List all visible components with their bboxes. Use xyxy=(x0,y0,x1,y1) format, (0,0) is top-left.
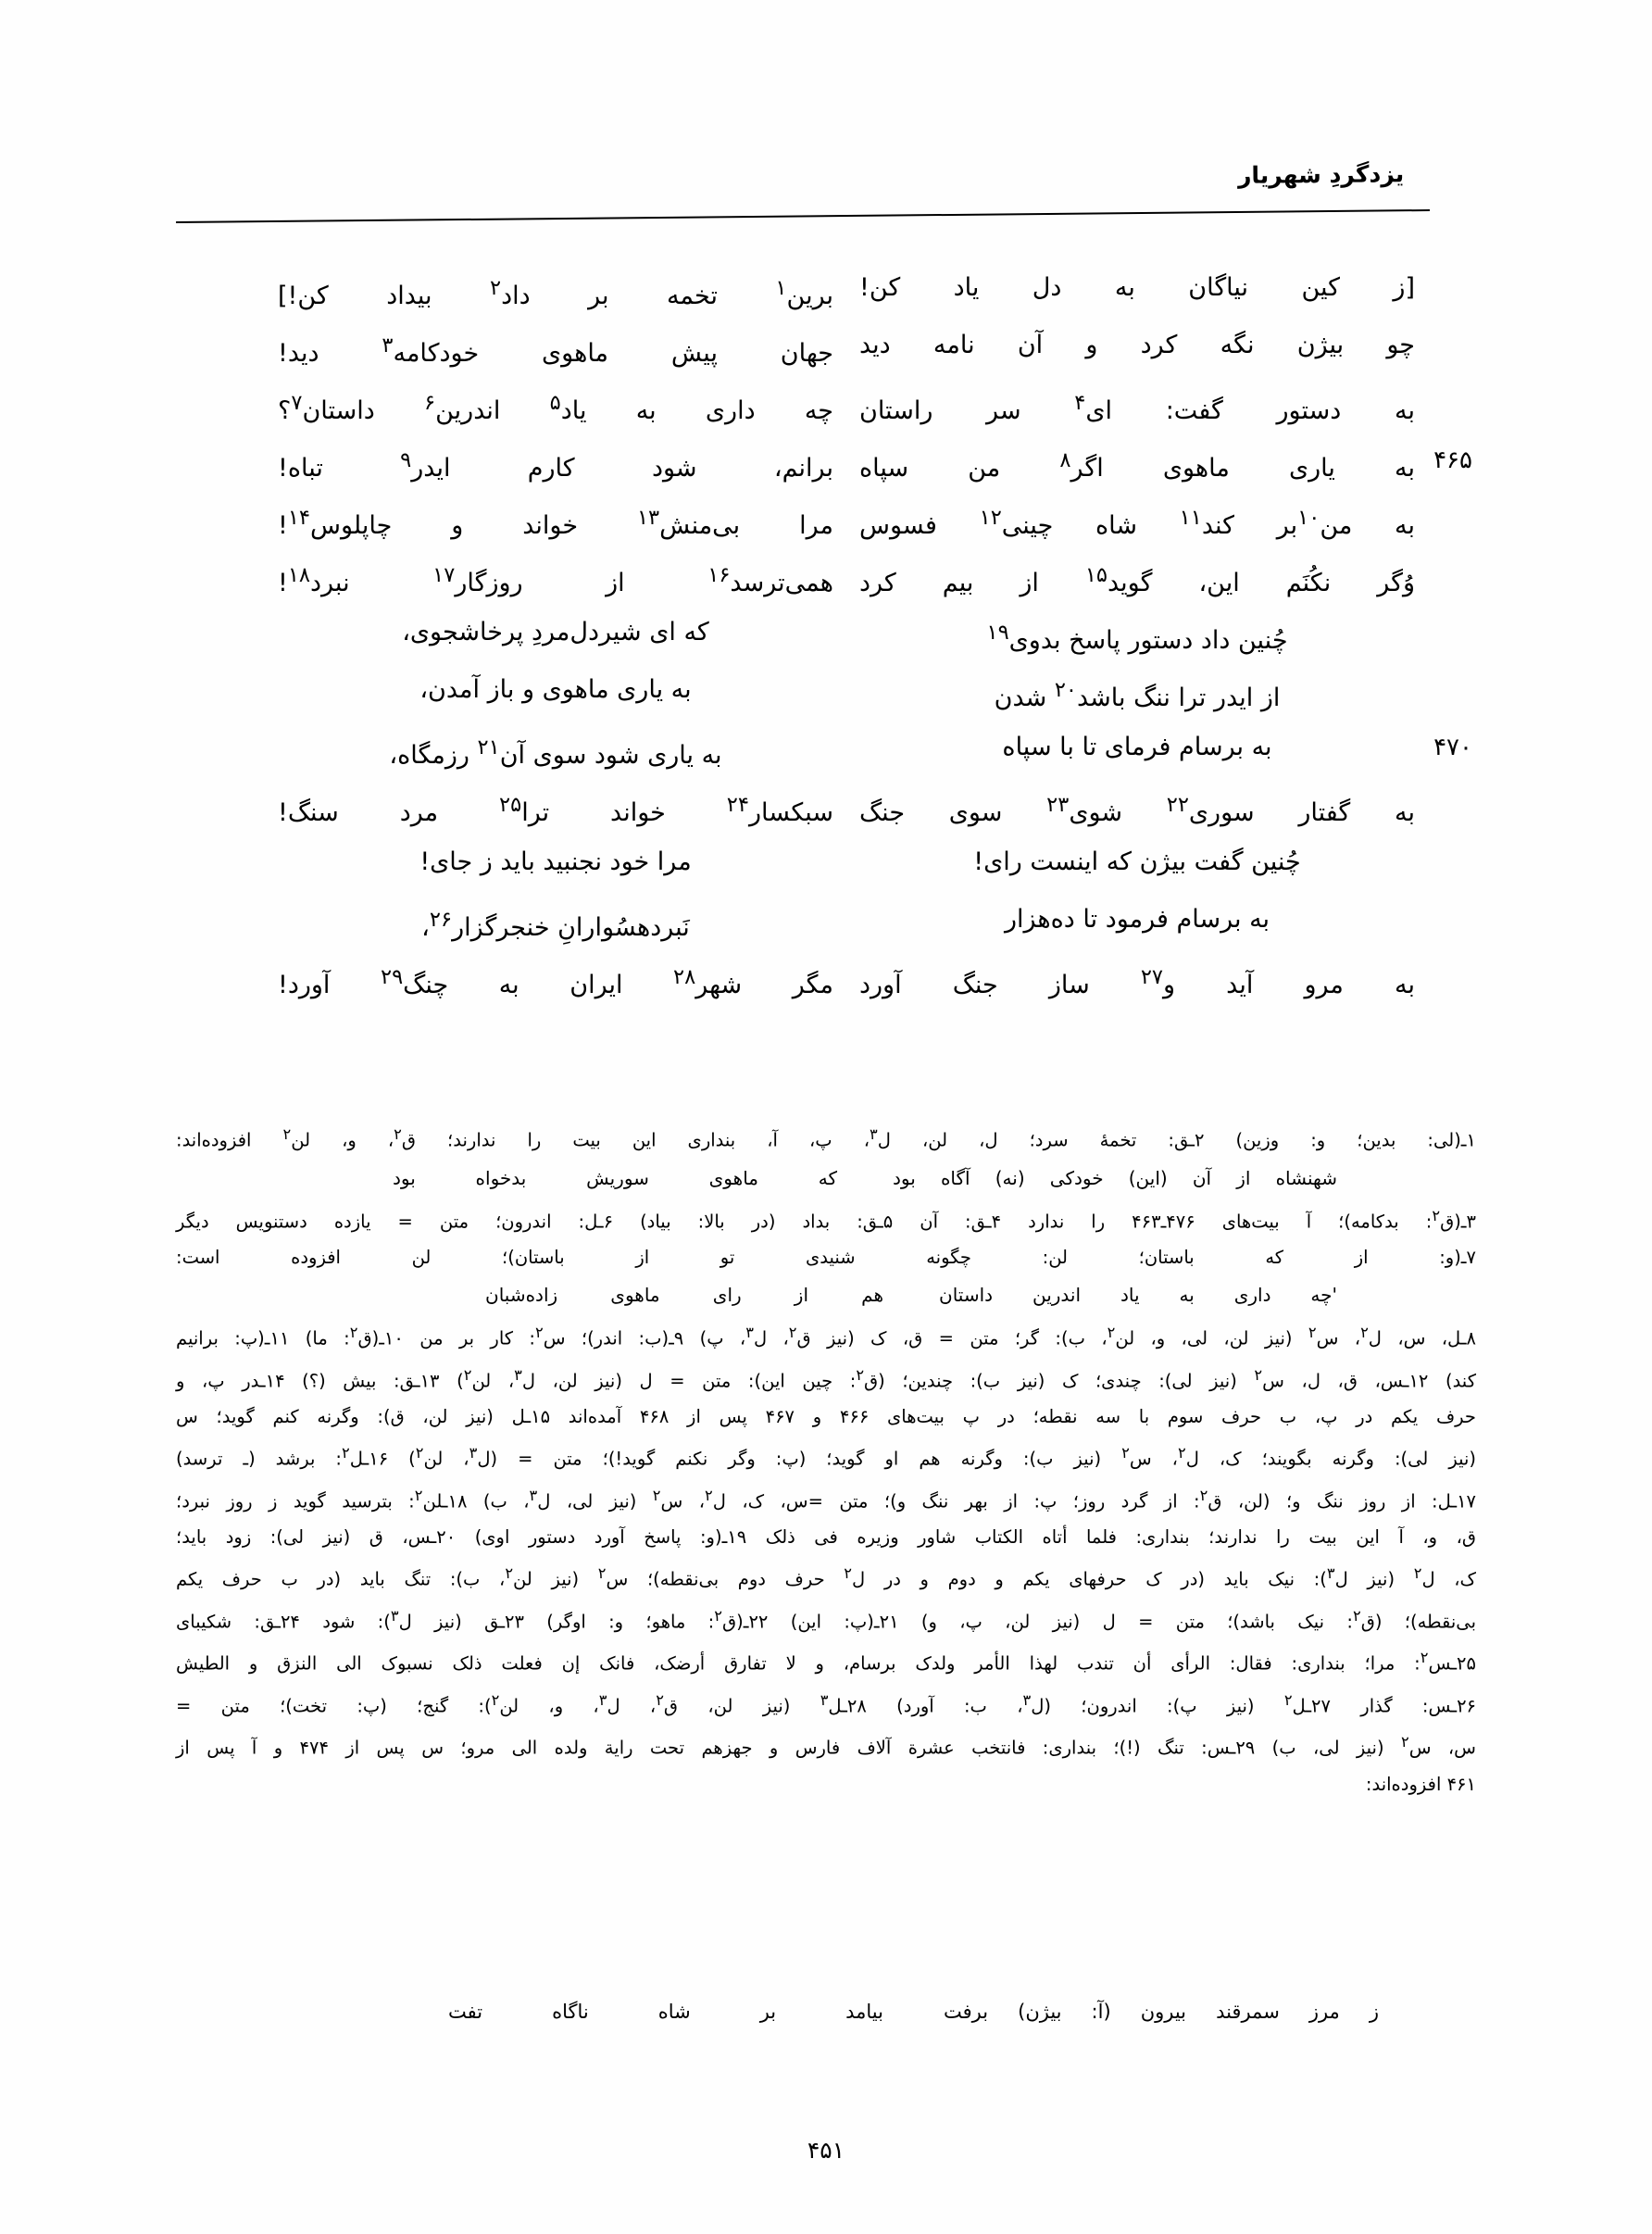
verse-couplet xyxy=(176,548,1476,606)
hemistich-second: به یاری شود سوی آن$^{۲۱}$ رزمگاه، xyxy=(389,735,722,770)
running-head xyxy=(176,160,1476,220)
verse-couplet xyxy=(176,319,1476,376)
hemistich-second: به یاری ماهوی و باز آمدن، xyxy=(419,675,692,704)
hemistich-second: برانم، شود کارم ایدر$^۹$ تباه! xyxy=(278,448,833,483)
verse-number: ۴۷۰ xyxy=(1433,734,1472,761)
verse-couplet xyxy=(176,261,1476,319)
hemistich-first: به یاری ماهوی اگر$^۸$ من سپاه xyxy=(859,448,1415,483)
footnote-quoted-verse-1-hemistich-b: که ماهوی سوریش بدخواه بود xyxy=(393,1166,837,1189)
verse-couplet xyxy=(176,663,1476,721)
footnote-line: بی‌نقطه)؛ (ق$^۲$: نیک باشد)؛ متن = ل (نیز لن، پ، و) ۲۱ـ(پ: این) ۲۲ـ(ق$^۲$: ماهو؛ و: اوگر) ۲۳ـق (نیز ل$^۳$): شود ۲۴ـق: شکیبای xyxy=(176,1606,1476,1632)
page-number: ۴۵۱ xyxy=(807,2137,845,2164)
verse-couplet xyxy=(176,433,1476,491)
hemistich-second: مگر شهر$^{۲۸}$ ایران به چنگ$^{۲۹}$ آورد! xyxy=(278,965,834,999)
footnote-line-3: ۳ـ(ق$^۲$: بدکامه)؛ آ بیت‌های ۴۷۶ـ۴۶۳ را ندارد ۴ـق: آن ۵ـق: بداد (در بالا: بیاد) ۶ـل: اندرون؛ متن = یازده دستنویس دیگر xyxy=(176,1206,1476,1232)
footnote-line: کند) ۱۲ـس، ق، ل، س$^۲$ (نیز لی): چندی؛ ک (نیز ب): چندین؛ (ق$^۲$: چین این): متن = ل (نیز لن، ل$^۳$، لن$^۲$) ۱۳ـق: بیش (؟) ۱۴ـدر پ، و xyxy=(176,1365,1476,1391)
footnote-line: ۱۷ـل: از روز ننگ و؛ (لن، ق$^۲$: از گرد روز؛ پ: از بهر ننگ و)؛ متن =س، ک، ل$^۲$، س$^۲$ (نیز لی، ل$^۳$، ب) ۱۸ـلن$^۲$: بترسید گوید ز روز نبرد؛ xyxy=(176,1486,1477,1512)
hemistich-second: مرا خود نجنبید باید ز جای! xyxy=(419,847,692,876)
verse-couplet xyxy=(176,376,1476,433)
hemistich-second: سبکسار$^{۲۴}$ خواند ترا$^{۲۵}$ مرد سنگ! xyxy=(278,793,834,827)
bottom-couplet-hemistich-a: ز مرز سمرقند بیرون (آ: بیژن) برفت xyxy=(944,2001,1379,2023)
hemistich-first: [ز کین نیاگان به دل یاد کن! xyxy=(859,273,1415,302)
hemistich-second: مرا بی‌منش$^{۱۳}$ خواند و چاپلوس$^{۱۴}$! xyxy=(278,506,833,540)
verse-couplet xyxy=(176,491,1476,548)
footnote-line: س، س$^۲$ (نیز لی، ب) ۲۹ـس: تنگ (!)؛ بنداری: فانتخب عشرة آلاف فارس و جهزهم تحت رایة ولده الی مرو؛ س پس از ۴۷۴ و آ پس از xyxy=(176,1733,1476,1759)
hemistich-first: به برسام فرمود تا ده‌هزار xyxy=(1004,905,1270,934)
footnote-quoted-verse-7-hemistich-b: هم از رای ماهوی زاده‌شبان xyxy=(485,1284,883,1306)
hemistich-first: از ایدر ترا ننگ باشد$^{۲۰}$ شدن xyxy=(994,678,1281,712)
hemistich-first: به گفتار سوری$^{۲۲}$ شوی$^{۲۳}$ سوی جنگ xyxy=(859,793,1415,827)
hemistich-second: همی‌ترسد$^{۱۶}$ از روزگار$^{۱۷}$ نبرد$^{۱۸}$! xyxy=(278,563,833,597)
footnote-line: ک، ل$^۲$ (نیز ل$^۳$): نیک باید (در ک حرفهای یکم و دوم و در ل$^۲$ حرف دوم بی‌نقطه)؛ س$^۲$ (نیز لن$^۲$، ب): تنگ باید (در ب حرف یکم xyxy=(176,1564,1476,1590)
hemistich-second: نَبردهسُوارانِ خنجرگزار$^{۲۶}$، xyxy=(421,908,690,942)
verse-couplet xyxy=(176,721,1476,778)
hemistich-second: که ای شیردل‌مردِ پرخاشجوی، xyxy=(402,618,709,646)
verse-couplet xyxy=(176,893,1476,950)
verse-couplet xyxy=(176,835,1476,893)
verse-number: ۴۶۵ xyxy=(1433,446,1472,474)
footnote-line-7: ۷ـ(و: از که باستان؛ لن: چگونه شنیدی تو از باستان)؛ لن افزوده است: xyxy=(176,1247,1476,1268)
bottom-quoted-couplet xyxy=(176,1991,1476,2032)
verse-couplet xyxy=(176,606,1476,663)
hemistich-first: چو بیژن نگه کرد و آن نامه دید xyxy=(859,331,1415,359)
verse-block xyxy=(176,261,1476,999)
footnote-line-1: ۱ـ(لی: بدین؛ و: وزین) ۲ـق: تخمهٔ سرد؛ ل، لن، ل$^۳$، پ، آ، بنداری این بیت را ندارند؛ ق$^۲$، و، لن$^۲$ افزوده‌اند: xyxy=(176,1125,1476,1151)
verse-couplet xyxy=(176,778,1476,835)
hemistich-first: به دستور گفت: ای$^۴$ سر راستان xyxy=(859,391,1415,425)
footnote-line: حرف یکم در پ، ب حرف سوم با سه نقطه؛ در پ بیت‌های ۴۶۶ و ۴۶۷ پس از ۴۶۸ آمده‌اند ۱۵ـل (نیز لن، ق): وگرنه کنم گوید؛ س xyxy=(176,1406,1476,1427)
header-divider xyxy=(176,209,1430,223)
hemistich-first: چُنین گفت بیژن که اینست رای! xyxy=(973,847,1301,876)
hemistich-first: به مرو آید و$^{۲۷}$ ساز جنگ آورد xyxy=(859,965,1415,999)
hemistich-first: به من$^{۱۰}$بر کند$^{۱۱}$ شاه چینی$^{۱۲}$ فسوس xyxy=(859,506,1416,540)
hemistich-first: وُگر نکُنَم این، گوید$^{۱۵}$ از بیم کرد xyxy=(859,563,1415,597)
bottom-couplet-hemistich-b: بیامد بر شاه ناگاه تفت xyxy=(448,2001,883,2023)
footnote-line: ۸ـل، س، ل$^۲$، س$^۲$ (نیز لن، لی، و، لن$^۲$، ب): گر؛ متن = ق، ک (نیز ق$^۲$، ل$^۳$، پ) ۹ـ(ب: اندر)؛ س$^۲$: کار بر من ۱۰ـ(ق$^۲$: ما) ۱۱ـ(پ: برانیم xyxy=(176,1324,1477,1349)
footnote-line: ۲۵ـس$^۲$: مرا؛ بنداری: فقال: الرأی أن تندب لهذا الأمر ولدک برسام، و لا تفارق أرضک، فانک إن فعلت ذلک نسبوک الی النزق و الطیش xyxy=(176,1649,1476,1675)
hemistich-second: چه داری به یاد$^۵$ اندرین$^۶$ داستان$^۷$؟ xyxy=(278,391,833,425)
hemistich-first: به برسام فرمای تا با سپاه xyxy=(1002,733,1272,761)
verse-couplet xyxy=(176,950,1476,1008)
hemistich-second: برین$^۱$ تخمه بر داد$^۲$ بیداد کن!] xyxy=(278,276,833,310)
footnote-quoted-verse-1-hemistich-a: شهنشاه از آن (این) خودکی (نه) آگاه بود xyxy=(893,1166,1337,1189)
footnote-line: (نیز لی): وگرنه بگویند؛ ک، ل$^۲$، س$^۲$ (نیز ب): وگرنه هم او گوید؛ (پ: وگر نکنم گوید!)؛ متن = (ل$^۳$، لن$^۲$) ۱۶ـل$^۲$: برشد (ـ ترسد) xyxy=(176,1444,1476,1470)
footnote-line: ۲۶ـس: گذار ۲۷ـل$^۲$ (نیز پ): اندرون؛ (ل$^۳$، ب: آورد) ۲۸ـل$^۳$ (نیز لن، ق$^۲$، ل$^۳$، و، لن$^۲$): گنج؛ (پ: تخت)؛ متن = xyxy=(176,1690,1477,1716)
hemistich-first: چُنین داد دستور پاسخ بدوی$^{۱۹}$ xyxy=(986,621,1288,655)
footnote-line: ق، و، آ این بیت را ندارند؛ بنداری: فلما أتاه الکتاب شاور وزیره فی ذلک ۱۹ـ(و: پاسخ آورد دستور اوی) ۲۰ـس، ق (نیز لی): زود باید؛ xyxy=(176,1526,1476,1548)
hemistich-second: جهان پیش ماهوی خودکامه$^۳$ دید! xyxy=(278,333,833,368)
footnote-quoted-verse-1 xyxy=(176,1159,1476,1198)
footnote-quoted-verse-7 xyxy=(176,1275,1476,1314)
running-head-title: یزدگردِ شهریار xyxy=(1237,160,1405,189)
footnote-line: ۴۶۱ افزوده‌اند: xyxy=(1365,1773,1476,1795)
footnote-quoted-verse-7-hemistich-a: 'چه داری به یاد اندرین داستان xyxy=(939,1284,1337,1306)
footnote-apparatus xyxy=(176,1116,1476,1802)
